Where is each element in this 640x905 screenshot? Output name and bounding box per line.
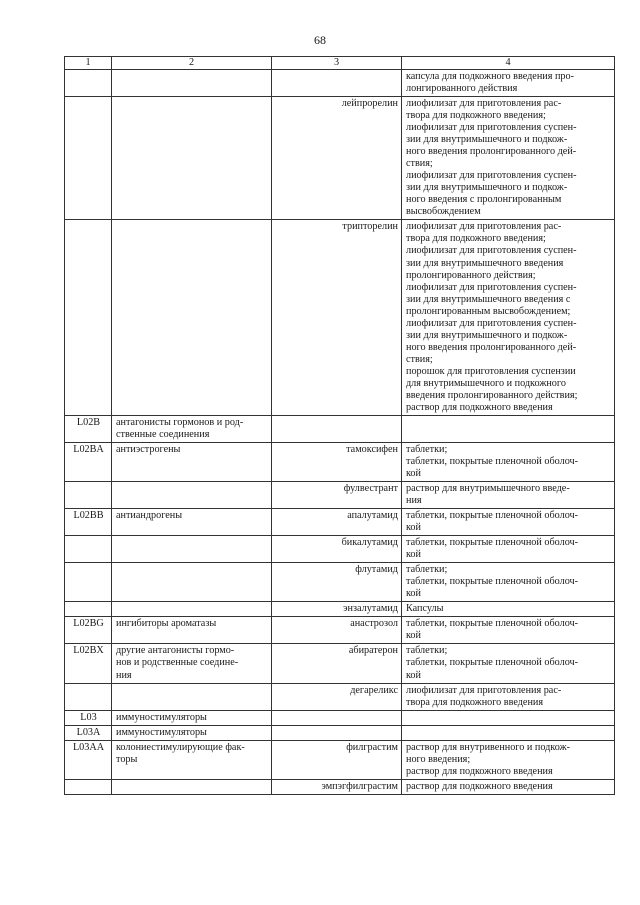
dosage-form-cell: лиофилизат для приготовления рас- твора для подкожного введения; лиофилизат для приготовления суспен- зии для внутримышечного и подкож- ного введения пролонгированного дей- ствия; лиофилизат для приготовления суспен- зии для внутримышечного и подкож- ного введения с пролонгированным высвобождением: [402, 97, 615, 220]
table-row: [65, 710, 615, 725]
drug-name-cell: [272, 70, 402, 97]
dosage-form-cell: таблетки; таблетки, покрытые пленочной оболоч- кой: [402, 442, 615, 481]
atc-code-cell: [65, 683, 112, 710]
dosage-form-cell: таблетки; таблетки, покрытые пленочной оболоч- кой: [402, 644, 615, 683]
column-header: 1: [65, 57, 112, 70]
anatomical-group-cell: ингибиторы ароматазы: [112, 617, 272, 644]
drug-name-cell: [272, 710, 402, 725]
dosage-form-cell: лиофилизат для приготовления рас- твора для подкожного введения; лиофилизат для приготовления суспен- зии для внутримышечного введения пролонгированного действия; лиофилизат для приготовления суспен- зии для внутримышечного введения с пролонгированным высвобождением; лиофилизат для приготовления суспен- зии для внутримышечного и подкож- ного введения пролонгированного дей- ствия; порошок для приготовления суспензии для внутримышечного и подкожного введения пролонгированного действия; раствор для подкожного введения: [402, 220, 615, 416]
dosage-form-cell: таблетки, покрытые пленочной оболоч- кой: [402, 509, 615, 536]
atc-code-cell: L03A: [65, 725, 112, 740]
dosage-form-cell: таблетки, покрытые пленочной оболоч- кой: [402, 536, 615, 563]
anatomical-group-cell: антиандрогены: [112, 509, 272, 536]
anatomical-group-cell: иммуностимуляторы: [112, 725, 272, 740]
drug-name-cell: дегареликс: [272, 683, 402, 710]
atc-code-cell: L02BG: [65, 617, 112, 644]
table-row: [65, 644, 615, 683]
column-header: 4: [402, 57, 615, 70]
drug-table: [64, 56, 615, 795]
table-row: [65, 779, 615, 794]
dosage-form-cell: раствор для подкожного введения: [402, 779, 615, 794]
drug-name-cell: фулвестрант: [272, 482, 402, 509]
anatomical-group-cell: колониестимулирующие фак- торы: [112, 740, 272, 779]
drug-name-cell: тамоксифен: [272, 442, 402, 481]
drug-name-cell: [272, 415, 402, 442]
atc-code-cell: L03AA: [65, 740, 112, 779]
dosage-form-cell: капсула для подкожного введения про- лонгированного действия: [402, 70, 615, 97]
anatomical-group-cell: другие антагонисты гормо- нов и родственные соедине- ния: [112, 644, 272, 683]
table-row: [65, 482, 615, 509]
table-header-row: [65, 57, 615, 70]
anatomical-group-cell: [112, 683, 272, 710]
table-row: [65, 220, 615, 416]
table-row: [65, 563, 615, 602]
table-row: [65, 683, 615, 710]
atc-code-cell: L02BX: [65, 644, 112, 683]
anatomical-group-cell: [112, 482, 272, 509]
dosage-form-cell: [402, 415, 615, 442]
dosage-form-cell: таблетки, покрытые пленочной оболоч- кой: [402, 617, 615, 644]
atc-code-cell: L02BA: [65, 442, 112, 481]
anatomical-group-cell: иммуностимуляторы: [112, 710, 272, 725]
dosage-form-cell: [402, 710, 615, 725]
table-row: [65, 725, 615, 740]
atc-code-cell: [65, 482, 112, 509]
atc-code-cell: [65, 602, 112, 617]
anatomical-group-cell: антагонисты гормонов и род- ственные соединения: [112, 415, 272, 442]
table-body: [65, 70, 615, 795]
column-header: 3: [272, 57, 402, 70]
anatomical-group-cell: [112, 536, 272, 563]
table-row: [65, 602, 615, 617]
anatomical-group-cell: [112, 70, 272, 97]
drug-name-cell: [272, 725, 402, 740]
dosage-form-cell: лиофилизат для приготовления рас- твора для подкожного введения: [402, 683, 615, 710]
drug-name-cell: эмпэгфилграстим: [272, 779, 402, 794]
anatomical-group-cell: [112, 97, 272, 220]
drug-name-cell: бикалутамид: [272, 536, 402, 563]
atc-code-cell: [65, 779, 112, 794]
dosage-form-cell: [402, 725, 615, 740]
atc-code-cell: [65, 563, 112, 602]
anatomical-group-cell: [112, 602, 272, 617]
dosage-form-cell: раствор для внутримышечного введе- ния: [402, 482, 615, 509]
dosage-form-cell: раствор для внутривенного и подкож- ного введения; раствор для подкожного введения: [402, 740, 615, 779]
drug-name-cell: апалутамид: [272, 509, 402, 536]
anatomical-group-cell: [112, 779, 272, 794]
atc-code-cell: L03: [65, 710, 112, 725]
atc-code-cell: L02B: [65, 415, 112, 442]
page-number: 68: [314, 33, 326, 47]
drug-name-cell: флутамид: [272, 563, 402, 602]
column-header: 2: [112, 57, 272, 70]
drug-name-cell: энзалутамид: [272, 602, 402, 617]
table-row: [65, 509, 615, 536]
table-row: [65, 617, 615, 644]
atc-code-cell: [65, 220, 112, 416]
table-row: [65, 415, 615, 442]
dosage-form-cell: Капсулы: [402, 602, 615, 617]
drug-name-cell: абиратерон: [272, 644, 402, 683]
table-row: [65, 740, 615, 779]
atc-code-cell: [65, 97, 112, 220]
atc-code-cell: L02BB: [65, 509, 112, 536]
atc-code-cell: [65, 536, 112, 563]
table-row: [65, 97, 615, 220]
anatomical-group-cell: [112, 220, 272, 416]
drug-name-cell: филграстим: [272, 740, 402, 779]
anatomical-group-cell: [112, 563, 272, 602]
table-row: [65, 536, 615, 563]
drug-name-cell: анастрозол: [272, 617, 402, 644]
drug-name-cell: лейпрорелин: [272, 97, 402, 220]
dosage-form-cell: таблетки; таблетки, покрытые пленочной оболоч- кой: [402, 563, 615, 602]
table-row: [65, 70, 615, 97]
drug-name-cell: трипторелин: [272, 220, 402, 416]
atc-code-cell: [65, 70, 112, 97]
anatomical-group-cell: антиэстрогены: [112, 442, 272, 481]
table-row: [65, 442, 615, 481]
